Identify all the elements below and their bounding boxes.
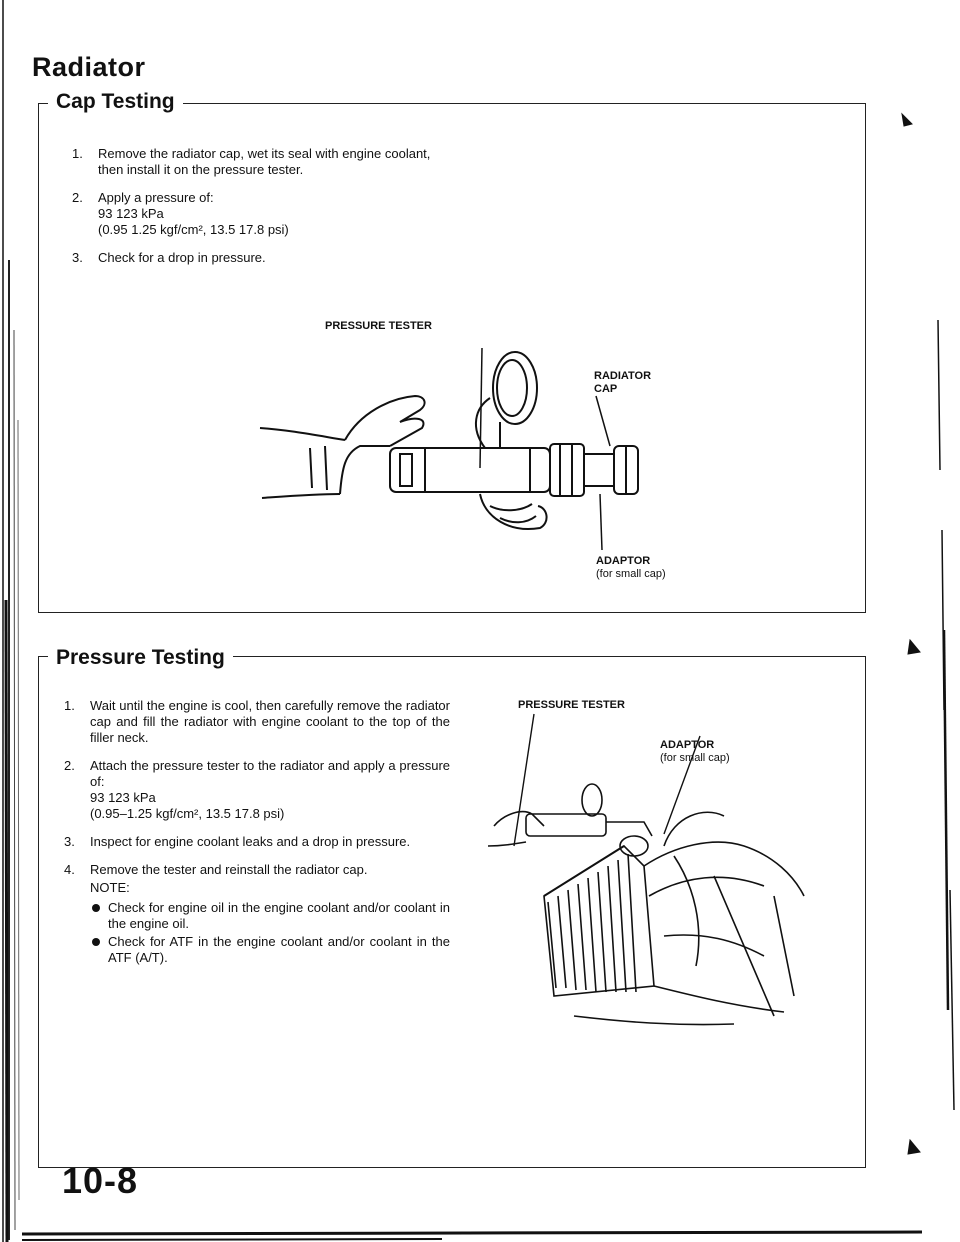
- step-item: [72, 250, 452, 266]
- pressure-testing-steps: [64, 698, 450, 978]
- adaptor-note: (for small cap): [660, 752, 730, 764]
- step-text: Remove the radiator cap, wet its seal with engine coolant, then install it on the pressure tester.: [98, 146, 431, 177]
- step-number: 4.: [64, 862, 75, 877]
- pressure-spec-conversion: (0.95–1.25 kgf/cm², 13.5 17.8 psi): [90, 806, 285, 821]
- step-number: 3.: [64, 834, 75, 849]
- pressure-spec-conversion: (0.95 1.25 kgf/cm², 13.5 17.8 psi): [98, 222, 289, 237]
- cap-testing-heading: Cap Testing: [48, 89, 183, 115]
- step-item: [64, 698, 450, 746]
- bottom-edge: [22, 1206, 922, 1242]
- step-text: Wait until the engine is cool, then carefully remove the radiator cap and fill the radiator with engine coolant to the top of the filler neck.: [90, 698, 450, 745]
- note-item: Check for engine oil in the engine coolant and/or coolant in the engine oil.: [90, 900, 450, 932]
- pressure-testing-heading: Pressure Testing: [48, 645, 233, 671]
- step-text: Attach the pressure tester to the radiator and apply a pressure of:: [90, 758, 450, 789]
- cap-tester-illustration: [250, 318, 710, 590]
- radiator-cap-label: RADIATOR CAP: [594, 370, 652, 395]
- adaptor-label: [596, 555, 666, 581]
- step-number: 1.: [64, 698, 75, 713]
- step-item: [64, 834, 450, 850]
- page-title: Radiator: [32, 52, 146, 82]
- adaptor-label-text: ADAPTOR: [660, 739, 715, 751]
- note-list: [90, 900, 450, 966]
- cap-testing-steps: [72, 146, 452, 278]
- scan-edge-marks: [898, 110, 958, 1190]
- pressure-tester-label: PRESSURE TESTER: [325, 320, 432, 332]
- page-number: 10-8: [62, 1160, 139, 1201]
- adaptor-note: (for small cap): [596, 568, 666, 580]
- step-item: [64, 758, 450, 822]
- step-item: [72, 146, 452, 178]
- step-number: 2.: [72, 190, 83, 205]
- note-item: Check for ATF in the engine coolant and/or coolant in the ATF (A/T).: [90, 934, 450, 966]
- step-text: Inspect for engine coolant leaks and a drop in pressure.: [90, 834, 411, 849]
- step-number: 1.: [72, 146, 83, 161]
- step-text: Remove the tester and reinstall the radiator cap.: [90, 862, 368, 877]
- adaptor-label: [660, 739, 730, 765]
- note-label: NOTE:: [90, 880, 130, 895]
- step-text: Apply a pressure of:: [98, 190, 214, 205]
- pressure-spec-kpa: 93 123 kPa: [90, 790, 156, 805]
- step-text: Check for a drop in pressure.: [98, 250, 266, 265]
- step-item: [64, 862, 450, 966]
- adaptor-label-text: ADAPTOR: [596, 555, 651, 567]
- pressure-tester-label: PRESSURE TESTER: [518, 699, 625, 711]
- step-number: 3.: [72, 250, 83, 265]
- binding-edge: [0, 0, 22, 1242]
- pressure-spec-kpa: 93 123 kPa: [98, 206, 164, 221]
- step-item: [72, 190, 452, 238]
- step-number: 2.: [64, 758, 75, 773]
- radiator-tester-illustration: [474, 696, 814, 1036]
